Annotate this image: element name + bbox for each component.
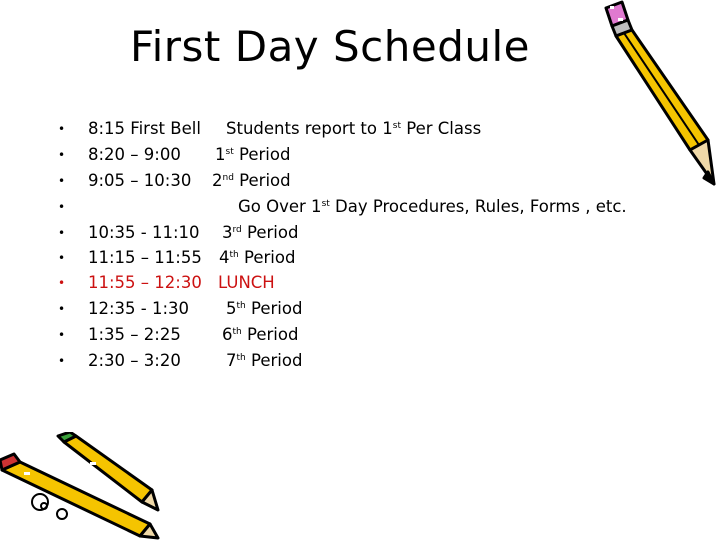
bullet: • (58, 251, 66, 265)
bullet: • (58, 226, 66, 240)
bullet: • (58, 200, 66, 214)
bullet: • (58, 122, 66, 136)
time-label: 1:35 – 2:25 (88, 325, 181, 344)
schedule-row (0, 297, 720, 321)
schedule-row (0, 221, 720, 245)
pencils-icon (0, 432, 160, 540)
bullet: • (58, 354, 66, 368)
period-label: 2nd Period (212, 171, 291, 190)
period-label: 1st Period (215, 145, 291, 164)
schedule-row-lunch (0, 271, 720, 295)
bullet: • (58, 174, 66, 188)
page-title: First Day Schedule (129, 22, 531, 71)
schedule-row (0, 246, 720, 270)
time-label: 11:15 – 11:55 (88, 248, 202, 267)
pencil-icon (596, 0, 720, 190)
schedule-row (0, 349, 720, 373)
period-label: 4th Period (219, 248, 296, 267)
period-label: 6th Period (222, 325, 299, 344)
period-label: 5th Period (226, 299, 303, 318)
bullet: • (58, 276, 66, 290)
time-label: 2:30 – 3:20 (88, 351, 181, 370)
lunch-label: LUNCH (218, 273, 275, 292)
period-label: 7th Period (226, 351, 303, 370)
time-label: 12:35 - 1:30 (88, 299, 190, 318)
period-label: Students report to 1st Per Class (226, 119, 482, 138)
bullet: • (58, 328, 66, 342)
time-label: 10:35 - 11:10 (88, 223, 200, 242)
bullet: • (58, 148, 66, 162)
bullet: • (58, 302, 66, 316)
schedule-row (0, 195, 720, 219)
time-label: 11:55 – 12:30 (88, 273, 202, 292)
period-label: Go Over 1st Day Procedures, Rules, Forms , etc. (238, 197, 627, 216)
schedule-row (0, 323, 720, 347)
time-label: 8:15 First Bell (88, 119, 201, 138)
time-label: 8:20 – 9:00 (88, 145, 181, 164)
period-label: 3rd Period (222, 223, 299, 242)
time-label: 9:05 – 10:30 (88, 171, 192, 190)
